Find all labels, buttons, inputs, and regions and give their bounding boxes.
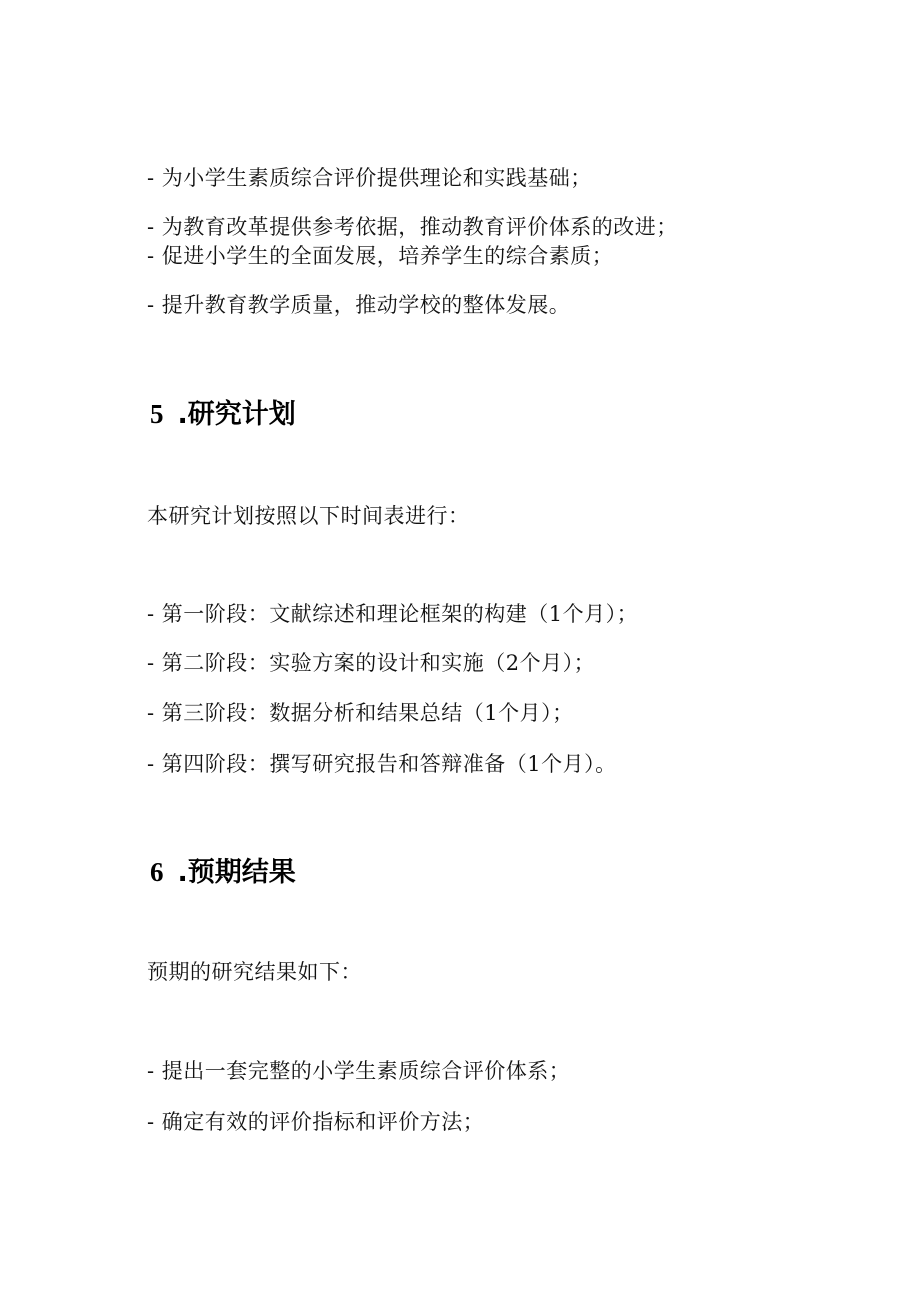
list-item: - 第二阶段：实验方案的设计和实施（2个月）； xyxy=(147,651,596,675)
list-item: - 提升教育教学质量，推动学校的整体发展。 xyxy=(147,293,571,317)
list-item: - 促进小学生的全面发展，培养学生的综合素质； xyxy=(147,244,614,268)
list-item: - 第三阶段：数据分析和结果总结（1个月）； xyxy=(147,701,574,725)
list-item: - 提出一套完整的小学生素质综合评价体系； xyxy=(147,1059,571,1083)
section-number: 5 xyxy=(150,399,164,429)
section-heading-5 xyxy=(150,397,296,432)
section-paragraph: 预期的研究结果如下： xyxy=(147,960,362,984)
section-number: 6 xyxy=(150,857,164,887)
section-paragraph: 本研究计划按照以下时间表进行： xyxy=(147,504,470,528)
list-item: - 为教育改革提供参考依据，推动教育评价体系的改进； xyxy=(147,215,678,239)
list-item: - 确定有效的评价指标和评价方法； xyxy=(147,1110,485,1134)
section-heading-6 xyxy=(150,855,296,890)
list-item: - 第一阶段：文献综述和理论框架的构建（1个月）； xyxy=(147,602,639,626)
section-title: .预期结果 xyxy=(177,857,296,888)
list-item: - 第四阶段：撰写研究报告和答辩准备（1个月）。 xyxy=(147,752,617,776)
section-title: .研究计划 xyxy=(177,399,296,430)
list-item: - 为小学生素质综合评价提供理论和实践基础； xyxy=(147,166,592,190)
